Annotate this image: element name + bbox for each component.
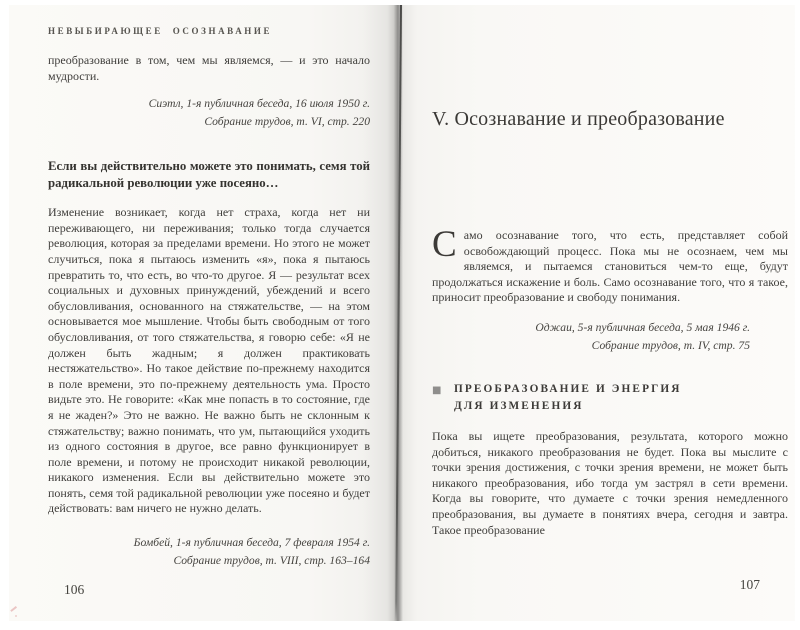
subsection-title-line: ДЛЯ ИЗМЕНЕНИЯ [454,400,584,413]
citation-line: Собрание трудов, т. VIII, стр. 163–164 [173,554,370,568]
citation-line: Сиэтл, 1-я публичная беседа, 16 июля 1950 г. [148,97,370,111]
left-page [48,4,370,622]
citation-bombay [48,534,370,570]
chapter-title: V. Осознавание и преобразование [432,108,725,130]
square-bullet-icon: ■ [432,384,442,396]
page-spread-background [8,4,795,622]
scan-edge [0,621,800,630]
running-head: НЕВЫБИРАЮЩЕЕ ОСОЗНАВАНИЕ [48,26,273,36]
opening-paragraph [432,224,788,306]
citation-line: Бомбей, 1-я публичная беседа, 7 февраля 1954 г. [133,536,370,550]
subsection-heading [432,381,788,416]
page-number-right: 107 [739,577,760,592]
scan-artifact-mark [9,607,18,618]
citation-line: Оджаи, 5-я публичная беседа, 5 мая 1946 г. [535,320,750,334]
scan-edge [0,0,800,5]
subsection-title-line: ПРЕОБРАЗОВАНИЕ И ЭНЕРГИЯ [454,382,682,395]
citation-line: Собрание трудов, т. IV, стр. 75 [591,338,750,352]
citation-ojai [432,319,788,355]
right-page [432,4,788,622]
page-number-left: 106 [64,582,85,597]
body-paragraph: Пока вы ищете преобразования, результата, которого можно добиться, никакого преобразования не будет. Пока вы мыслите с точки зрения достижения, с точки зрения времени, не может быть никакого преобразования, ибо тогда ум застрял в сети времени. Когда вы говорите, что думаете с точки зрения немедленного преобразования, вы думаете в понятиях вчера, сегодня и завтра. Такое преобразование [432,428,788,537]
paragraph-fragment: преобразование в том, чем мы являемся, — и это начало мудрости. [48,53,370,83]
drop-cap: С [432,224,457,265]
scan-edge [794,0,800,630]
body-paragraph: Изменение возникает, когда нет страха, когда нет ни переживающего, ни переживания; только тогда случается революция, которая за пределами времени. Но этого не может случиться, пока я пытаюсь изменить «я», пока я пытаюсь превратить то, что есть, во что-то другое. Я — результат всех социальных и духовных принуждений, убеждений и всего обусловливания, основанного на стяжательстве, — на этом основывается мое мышление. Чтобы быть свободным от того обусловливания, от того стяжательства, я говорю себе: «Я не должен быть жадным; я должен практиковать нестяжательство». Но такое действие по-прежнему находится в поле времени, это по-прежнему деятельность ума. Просто видьте это. Не говорите: «Как мне попасть в то состояние, где я не жаден?» Это не важно. Не важно быть не склонным к стяжательству; важно понимать, что ум, пытающийся уходить из одного состояния в другое, все равно функционирует в поле времени, и потому не происходит никакой революции, никакого изменения. Если вы действительно можете это понять, семя той радикальной революции уже посеяно и будет действовать: вам ничего не нужно делать. [48,205,370,516]
citation-seattle [48,95,370,131]
book-gutter-shadow [395,4,402,620]
scan-edge [0,0,9,630]
bold-lead-heading: Если вы действительно можете это понимать, семя той радикальной революции уже посеяно… [48,159,370,190]
citation-line: Собрание трудов, т. VI, стр. 220 [204,115,370,129]
opening-paragraph-text: амо осознавание того, что есть, представляет собой освобождающий процесс. Пока мы не осознаем, чем мы являемся, и пытаемся становиться чем-то еще, будут продолжаться искажение и боль. Само осознавание того, что я такое, приносит преобразование и свободу понимания. [432,228,788,305]
